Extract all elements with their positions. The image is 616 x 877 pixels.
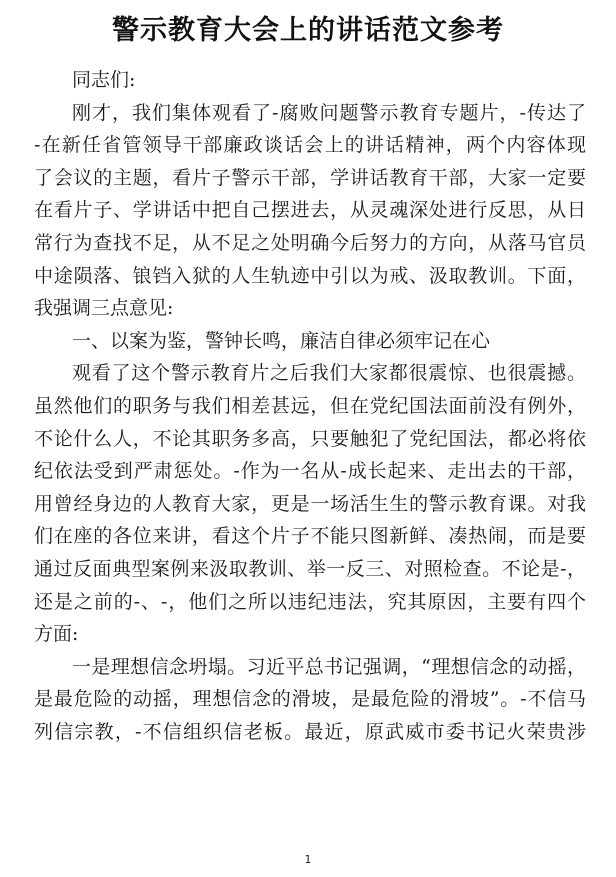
paragraph-line: 不论什么人，不论其职务多高，只要触犯了党纪国法，都必将依	[34, 427, 586, 450]
document-body	[34, 64, 586, 748]
paragraph-line: 中途陨落、锒铛入狱的人生轨迹中引以为戒、汲取教训。下面，	[34, 264, 586, 287]
paragraph-line: 常行为查找不足，从不足之处明确今后努力的方向，从落马官员	[34, 231, 586, 254]
paragraph-line: 刚才，我们集体观看了-腐败问题警示教育专题片，-传达了	[72, 101, 586, 124]
paragraph-line: 了会议的主题，看片子警示干部，学讲话教育干部，大家一定要	[34, 166, 586, 189]
paragraph-line: 们在座的各位来讲，看这个片子不能只图新鲜、凑热闹，而是要	[34, 525, 586, 548]
paragraph-line: 还是之前的-、-，他们之所以违纪违法，究其原因，主要有四个	[34, 590, 586, 613]
paragraph-line: 方面:	[34, 623, 79, 646]
document-title: 警示教育大会上的讲话范文参考	[112, 15, 504, 46]
paragraph-line: 我强调三点意见:	[34, 297, 174, 320]
page-number: 1	[304, 853, 312, 866]
paragraph-line: 一是理想信念坍塌。习近平总书记强调，“理想信念的动摇，	[72, 655, 586, 678]
paragraph-line: 是最危险的动摇，理想信念的滑坡，是最危险的滑坡”。-不信马	[34, 688, 586, 711]
paragraph-line: 观看了这个警示教育片之后我们大家都很震惊、也很震撼。	[72, 362, 586, 385]
paragraph-line: 通过反面典型案例来汲取教训、举一反三、对照检查。不论是-，	[34, 557, 586, 580]
paragraph-line: 在看片子、学讲话中把自己摆进去，从灵魂深处进行反思，从日	[34, 199, 586, 222]
paragraph-line: 用曾经身边的人教育大家，更是一场活生生的警示教育课。对我	[34, 492, 586, 515]
paragraph-line: 纪依法受到严肃惩处。-作为一名从-成长起来、走出去的干部，	[34, 460, 586, 483]
paragraph-line: 列信宗教，-不信组织信老板。最近，原武威市委书记火荣贵涉	[34, 720, 586, 743]
section-heading: 一、以案为鉴，警钟长鸣，廉洁自律必须牢记在心	[72, 329, 491, 352]
paragraph-line: -在新任省管领导干部廉政谈话会上的讲话精神，两个内容体现	[34, 134, 586, 157]
salutation-line: 同志们:	[72, 69, 136, 91]
paragraph-line: 虽然他们的职务与我们相差甚远，但在党纪国法面前没有例外，	[34, 394, 586, 417]
